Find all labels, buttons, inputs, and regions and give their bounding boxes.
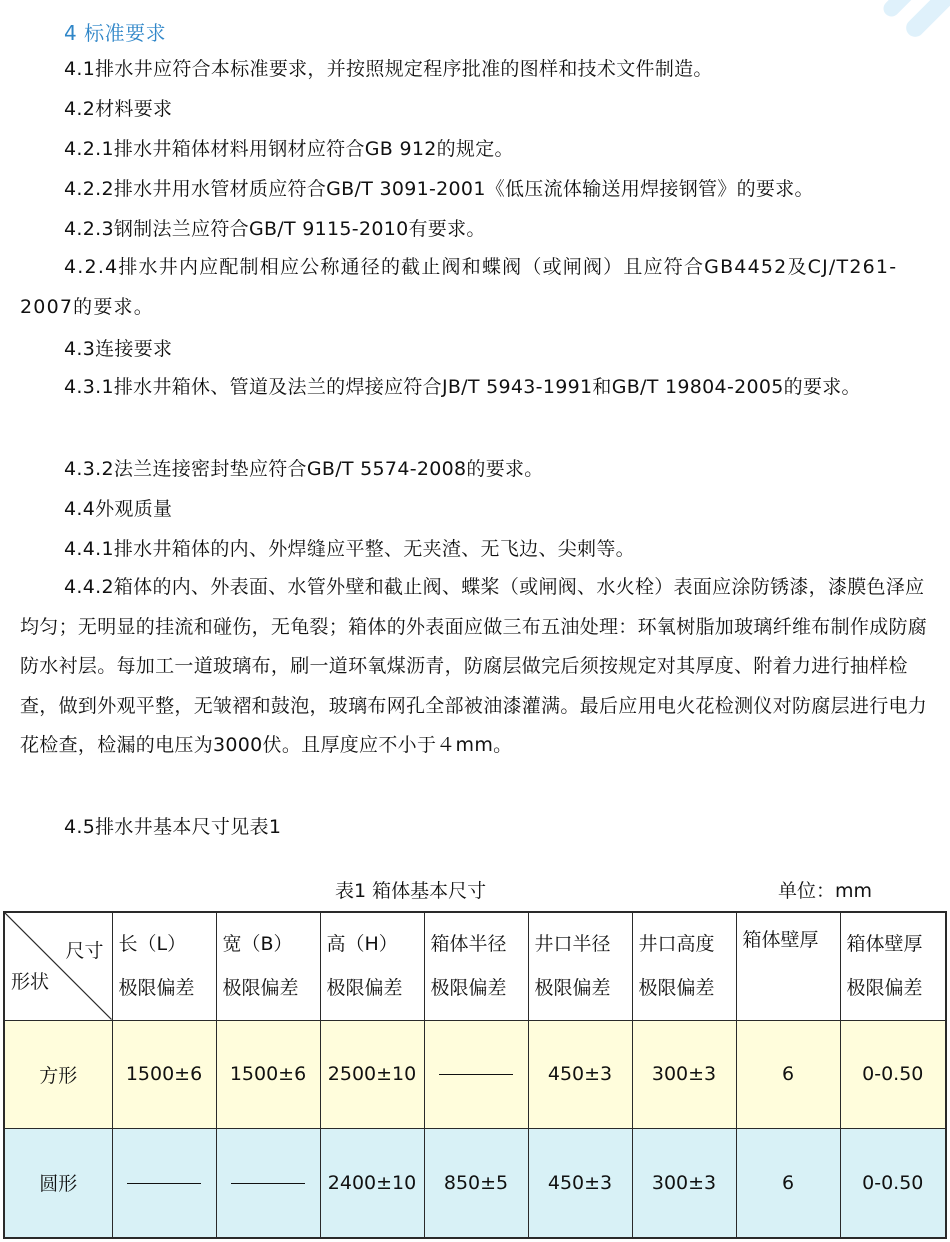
row-shape: 方形 bbox=[4, 1020, 112, 1128]
section-heading: 4 标准要求 bbox=[64, 21, 167, 45]
para-4-2-2: 4.2.2排水井用水管材质应符合GB/T 3091-2001《低压流体输送用焊接钢管》的要求。 bbox=[64, 178, 814, 200]
header-wall-thickness: 箱体壁厚 bbox=[736, 912, 840, 1020]
cell-box-radius: 850±5 bbox=[424, 1128, 528, 1238]
cell-wall-thickness: 6 bbox=[736, 1020, 840, 1128]
cell-height: 2400±10 bbox=[320, 1128, 424, 1238]
header-box-radius: 箱体半径 极限偏差 bbox=[424, 912, 528, 1020]
para-4-3-2: 4.3.2法兰连接密封垫应符合GB/T 5574-2008的要求。 bbox=[64, 458, 544, 480]
cell-wall-tolerance: 0-0.50 bbox=[840, 1128, 946, 1238]
para-4-5: 4.5排水井基本尺寸见表1 bbox=[64, 816, 282, 838]
row-shape: 圆形 bbox=[4, 1128, 112, 1238]
cell-opening-height: 300±3 bbox=[632, 1020, 736, 1128]
corner-label-size: 尺寸 bbox=[65, 940, 104, 962]
cell-width: 1500±6 bbox=[216, 1020, 320, 1128]
corner-header-cell bbox=[4, 912, 112, 1020]
cell-width-dash bbox=[216, 1128, 320, 1238]
cell-height: 2500±10 bbox=[320, 1020, 424, 1128]
para-4-2-4: 4.2.4排水井内应配制相应公称通径的截止阀和蝶阀（或闸阀）且应符合GB4452及CJ/T261-2007的要求。 bbox=[20, 256, 898, 318]
table-unit: 单位：mm bbox=[778, 880, 873, 902]
para-4-4-2: 4.4.2箱体的内、外表面、水管外壁和截止阀、蝶桨（或闸阀、水火栓）表面应涂防锈漆，漆膜色泽应均匀；无明显的挂流和碰伤，无龟裂；箱体的外表面应做三布五油处理：环氧树脂加玻璃纤维布制作成防腐防水衬层。每加工一道玻璃布，刷一道环氧煤沥青，防腐层做完后须按规定对其厚度、附着力进行抽样检查，做到外观平整，无皱褶和鼓泡，玻璃布网孔全部被油漆灌满。最后应用电火花检测仪对防腐层进行电力花检查，检漏的电压为3000伏。且厚度应不小于４mm。 bbox=[20, 576, 928, 757]
para-4-2-1: 4.2.1排水井箱体材料用钢材应符合GB 912的规定。 bbox=[64, 138, 514, 160]
dimensions-table bbox=[3, 911, 947, 1239]
cell-wall-tolerance: 0-0.50 bbox=[840, 1020, 946, 1128]
cell-wall-thickness: 6 bbox=[736, 1128, 840, 1238]
table-header-row bbox=[4, 912, 946, 1020]
corner-label-shape: 形状 bbox=[11, 970, 50, 993]
para-4-1: 4.1排水井应符合本标准要求，并按照规定程序批准的图样和技术文件制造。 bbox=[64, 58, 713, 80]
para-4-3-1: 4.3.1排水井箱休、管道及法兰的焊接应符合JB/T 5943-1991和GB/T 19804-2005的要求。 bbox=[64, 376, 861, 398]
header-opening-height: 井口高度 极限偏差 bbox=[632, 912, 736, 1020]
header-width: 宽（B） 极限偏差 bbox=[216, 912, 320, 1020]
cell-opening-radius: 450±3 bbox=[528, 1128, 632, 1238]
header-opening-radius: 井口半径 极限偏差 bbox=[528, 912, 632, 1020]
para-4-3: 4.3连接要求 bbox=[64, 338, 173, 360]
dash-line bbox=[231, 1183, 305, 1184]
header-height: 高（H） 极限偏差 bbox=[320, 912, 424, 1020]
header-wall-tolerance: 箱体壁厚 极限偏差 bbox=[840, 912, 946, 1020]
table-row-round bbox=[4, 1128, 946, 1238]
cell-length: 1500±6 bbox=[112, 1020, 216, 1128]
para-4-2-3: 4.2.3钢制法兰应符合GB/T 9115-2010有要求。 bbox=[64, 218, 486, 240]
cell-opening-height: 300±3 bbox=[632, 1128, 736, 1238]
para-4-4-1: 4.4.1排水井箱体的内、外焊缝应平整、无夹渣、无飞边、尖刺等。 bbox=[64, 538, 635, 560]
dash-line bbox=[439, 1074, 513, 1075]
table-caption: 表1 箱体基本尺寸 bbox=[335, 880, 487, 902]
corner-decoration bbox=[870, 0, 950, 40]
table-row-square bbox=[4, 1020, 946, 1128]
cell-box-radius-dash bbox=[424, 1020, 528, 1128]
para-4-4: 4.4外观质量 bbox=[64, 498, 173, 520]
dash-line bbox=[127, 1183, 201, 1184]
cell-length-dash bbox=[112, 1128, 216, 1238]
cell-opening-radius: 450±3 bbox=[528, 1020, 632, 1128]
header-length: 长（L） 极限偏差 bbox=[112, 912, 216, 1020]
para-4-2: 4.2材料要求 bbox=[64, 98, 173, 120]
